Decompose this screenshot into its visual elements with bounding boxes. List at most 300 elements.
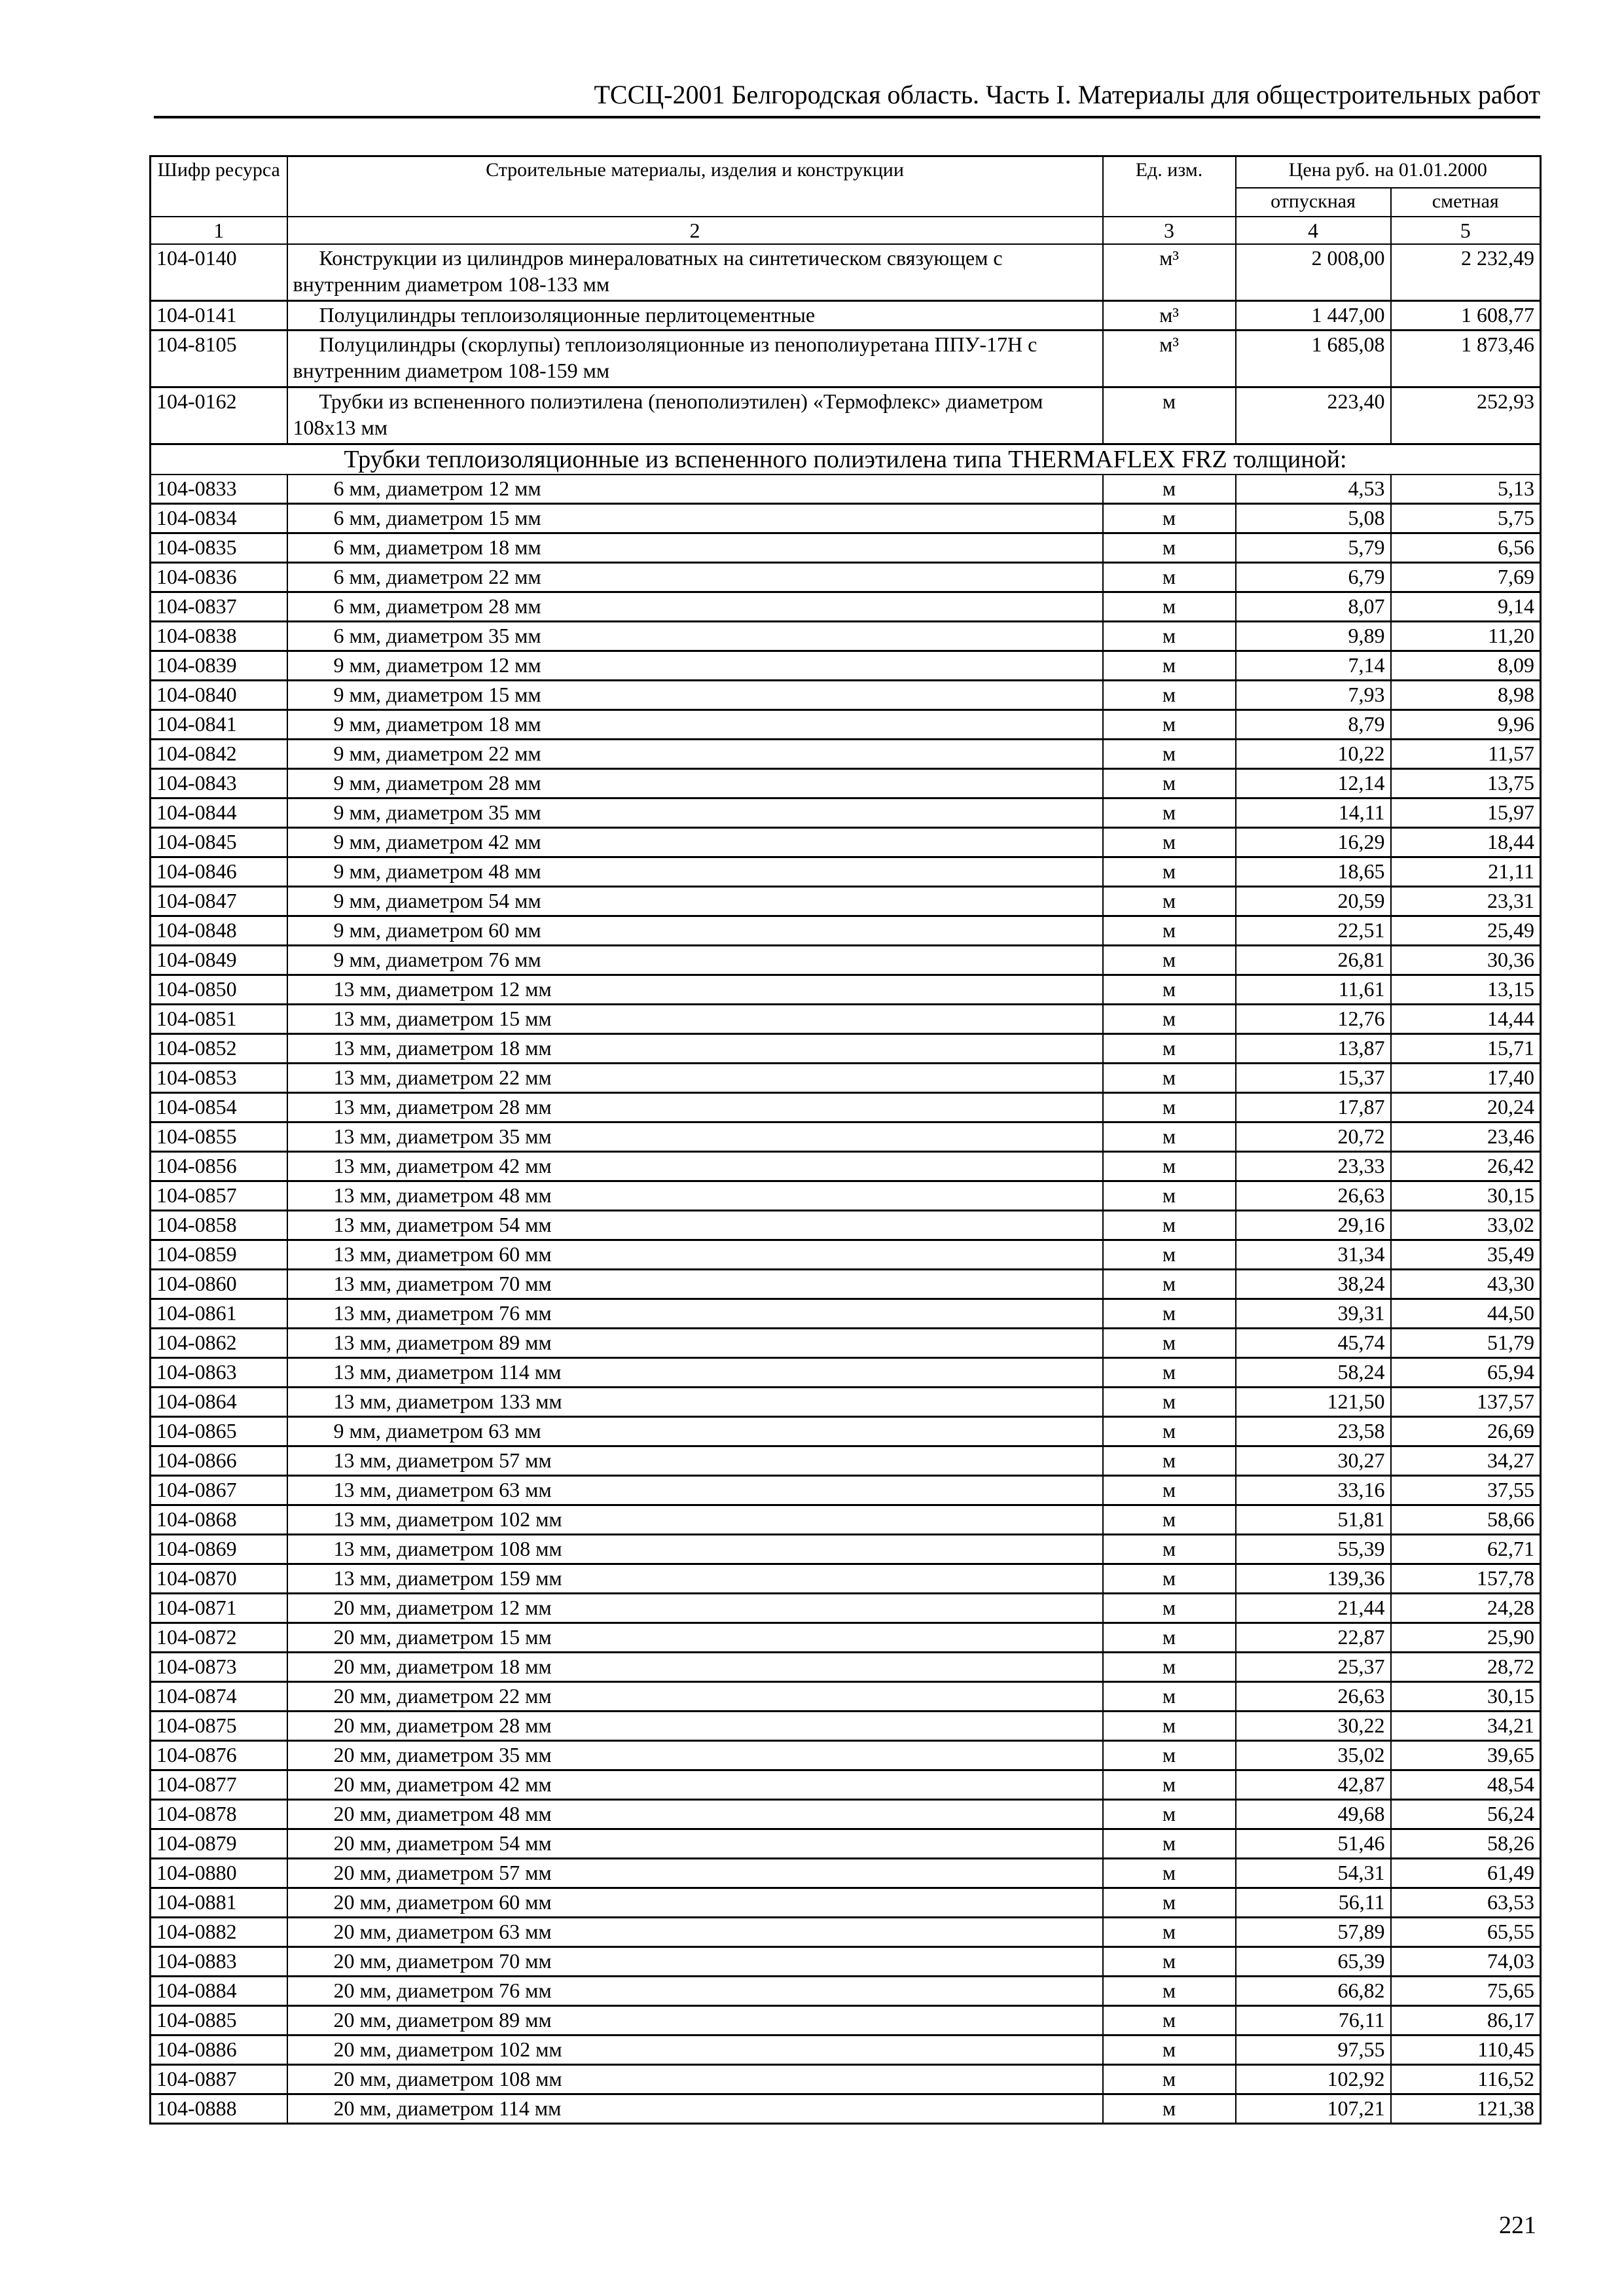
table-row (151, 1181, 1541, 1211)
estimate-price: 24,28 (1391, 1594, 1541, 1623)
resource-code: 104-0864 (151, 1388, 287, 1417)
material-name: Конструкции из цилиндров минераловатных на синтетическом связующем с внутренним диаметром 108-133 мм (287, 244, 1103, 301)
table-row (151, 1564, 1541, 1594)
table-row (151, 1211, 1541, 1240)
unit: м (1103, 1064, 1236, 1093)
estimate-price: 74,03 (1391, 1947, 1541, 1977)
material-name: 20 мм, диаметром 102 мм (287, 2036, 1103, 2065)
price-table (149, 155, 1542, 2125)
resource-code: 104-8105 (151, 331, 287, 387)
material-name: 20 мм, диаметром 35 мм (287, 1741, 1103, 1770)
column-header-release-price: отпускная (1236, 188, 1391, 217)
material-name: 13 мм, диаметром 76 мм (287, 1299, 1103, 1329)
release-price: 58,24 (1236, 1358, 1391, 1388)
estimate-price: 252,93 (1391, 387, 1541, 444)
resource-code: 104-0140 (151, 244, 287, 301)
release-price: 1 685,08 (1236, 331, 1391, 387)
table-row (151, 2094, 1541, 2124)
estimate-price: 15,71 (1391, 1034, 1541, 1064)
resource-code: 104-0838 (151, 622, 287, 651)
unit: м (1103, 2006, 1236, 2036)
resource-code: 104-0868 (151, 1505, 287, 1535)
material-name: 20 мм, диаметром 48 мм (287, 1800, 1103, 1829)
unit: м (1103, 1682, 1236, 1712)
resource-code: 104-0879 (151, 1829, 287, 1859)
table-row (151, 1800, 1541, 1829)
estimate-price: 34,21 (1391, 1712, 1541, 1741)
release-price: 12,76 (1236, 1005, 1391, 1034)
table-row (151, 651, 1541, 681)
estimate-price: 25,90 (1391, 1623, 1541, 1653)
release-price: 5,08 (1236, 504, 1391, 533)
material-name: 13 мм, диаметром 22 мм (287, 1064, 1103, 1093)
estimate-price: 121,38 (1391, 2094, 1541, 2124)
resource-code: 104-0834 (151, 504, 287, 533)
material-name: 9 мм, диаметром 60 мм (287, 916, 1103, 946)
estimate-price: 7,69 (1391, 563, 1541, 592)
material-name: 13 мм, диаметром 54 мм (287, 1211, 1103, 1240)
unit: м (1103, 563, 1236, 592)
unit: м (1103, 1240, 1236, 1270)
table-row (151, 681, 1541, 710)
material-name: 13 мм, диаметром 57 мм (287, 1446, 1103, 1476)
release-price: 8,07 (1236, 592, 1391, 622)
section-title-row (151, 444, 1541, 475)
release-price: 31,34 (1236, 1240, 1391, 1270)
table-row (151, 2036, 1541, 2065)
table-row (151, 828, 1541, 857)
estimate-price: 23,31 (1391, 887, 1541, 916)
estimate-price: 35,49 (1391, 1240, 1541, 1270)
resource-code: 104-0851 (151, 1005, 287, 1034)
estimate-price: 21,11 (1391, 857, 1541, 887)
resource-code: 104-0865 (151, 1417, 287, 1446)
release-price: 30,22 (1236, 1712, 1391, 1741)
table-row (151, 1476, 1541, 1505)
material-name: 9 мм, диаметром 28 мм (287, 769, 1103, 798)
release-price: 26,63 (1236, 1682, 1391, 1712)
material-name: 9 мм, диаметром 76 мм (287, 946, 1103, 975)
unit: м (1103, 1535, 1236, 1564)
resource-code: 104-0844 (151, 798, 287, 828)
table-row (151, 1417, 1541, 1446)
estimate-price: 6,56 (1391, 533, 1541, 563)
resource-code: 104-0854 (151, 1093, 287, 1122)
unit: м (1103, 387, 1236, 444)
release-price: 57,89 (1236, 1918, 1391, 1947)
table-row (151, 1329, 1541, 1358)
estimate-price: 58,26 (1391, 1829, 1541, 1859)
table-row (151, 1859, 1541, 1888)
material-name: 20 мм, диаметром 108 мм (287, 2065, 1103, 2094)
material-name: 13 мм, диаметром 18 мм (287, 1034, 1103, 1064)
release-price: 29,16 (1236, 1211, 1391, 1240)
estimate-price: 20,24 (1391, 1093, 1541, 1122)
resource-code: 104-0878 (151, 1800, 287, 1829)
estimate-price: 86,17 (1391, 2006, 1541, 2036)
table-row (151, 301, 1541, 331)
release-price: 54,31 (1236, 1859, 1391, 1888)
unit: м (1103, 681, 1236, 710)
estimate-price: 9,96 (1391, 710, 1541, 740)
material-name: 9 мм, диаметром 42 мм (287, 828, 1103, 857)
resource-code: 104-0856 (151, 1152, 287, 1181)
table-row (151, 533, 1541, 563)
material-name: Полуцилиндры (скорлупы) теплоизоляционные из пенополиуретана ППУ-17Н с внутренним диаметром 108-159 мм (287, 331, 1103, 387)
resource-code: 104-0886 (151, 2036, 287, 2065)
release-price: 20,72 (1236, 1122, 1391, 1152)
material-name: 9 мм, диаметром 22 мм (287, 740, 1103, 769)
unit: м (1103, 1034, 1236, 1064)
unit: м (1103, 1476, 1236, 1505)
material-name: 20 мм, диаметром 70 мм (287, 1947, 1103, 1977)
resource-code: 104-0850 (151, 975, 287, 1005)
estimate-price: 25,49 (1391, 916, 1541, 946)
unit: м (1103, 1653, 1236, 1682)
table-row (151, 1152, 1541, 1181)
table-row (151, 1388, 1541, 1417)
material-name: 20 мм, диаметром 42 мм (287, 1770, 1103, 1800)
unit: м (1103, 1859, 1236, 1888)
unit: м (1103, 1417, 1236, 1446)
resource-code: 104-0881 (151, 1888, 287, 1918)
estimate-price: 44,50 (1391, 1299, 1541, 1329)
material-name: 9 мм, диаметром 12 мм (287, 651, 1103, 681)
release-price: 15,37 (1236, 1064, 1391, 1093)
table-row (151, 244, 1541, 301)
table-row (151, 1712, 1541, 1741)
resource-code: 104-0849 (151, 946, 287, 975)
unit: м (1103, 1358, 1236, 1388)
material-name: 20 мм, диаметром 22 мм (287, 1682, 1103, 1712)
release-price: 7,93 (1236, 681, 1391, 710)
resource-code: 104-0876 (151, 1741, 287, 1770)
table-row (151, 1653, 1541, 1682)
release-price: 23,33 (1236, 1152, 1391, 1181)
table-row (151, 475, 1541, 504)
column-number: 3 (1103, 217, 1236, 244)
release-price: 12,14 (1236, 769, 1391, 798)
header-rule (154, 116, 1540, 118)
unit: м (1103, 1623, 1236, 1653)
material-name: 20 мм, диаметром 76 мм (287, 1977, 1103, 2006)
table-row (151, 563, 1541, 592)
material-name: 13 мм, диаметром 12 мм (287, 975, 1103, 1005)
table-row (151, 1446, 1541, 1476)
resource-code: 104-0880 (151, 1859, 287, 1888)
unit: м (1103, 769, 1236, 798)
unit: м (1103, 1093, 1236, 1122)
estimate-price: 62,71 (1391, 1535, 1541, 1564)
release-price: 1 447,00 (1236, 301, 1391, 331)
unit: м (1103, 1564, 1236, 1594)
release-price: 39,31 (1236, 1299, 1391, 1329)
resource-code: 104-0162 (151, 387, 287, 444)
release-price: 56,11 (1236, 1888, 1391, 1918)
resource-code: 104-0852 (151, 1034, 287, 1064)
table-row (151, 946, 1541, 975)
table-row (151, 769, 1541, 798)
release-price: 51,46 (1236, 1829, 1391, 1859)
unit: м (1103, 1388, 1236, 1417)
table-row (151, 331, 1541, 387)
estimate-price: 56,24 (1391, 1800, 1541, 1829)
estimate-price: 11,57 (1391, 740, 1541, 769)
estimate-price: 23,46 (1391, 1122, 1541, 1152)
material-name: 6 мм, диаметром 35 мм (287, 622, 1103, 651)
table-row (151, 710, 1541, 740)
column-number: 5 (1391, 217, 1541, 244)
estimate-price: 8,09 (1391, 651, 1541, 681)
estimate-price: 110,45 (1391, 2036, 1541, 2065)
material-name: 20 мм, диаметром 28 мм (287, 1712, 1103, 1741)
release-price: 102,92 (1236, 2065, 1391, 2094)
estimate-price: 43,30 (1391, 1270, 1541, 1299)
resource-code: 104-0841 (151, 710, 287, 740)
release-price: 16,29 (1236, 828, 1391, 857)
table-row (151, 592, 1541, 622)
resource-code: 104-0853 (151, 1064, 287, 1093)
unit: м (1103, 2094, 1236, 2124)
material-name: 13 мм, диаметром 63 мм (287, 1476, 1103, 1505)
release-price: 45,74 (1236, 1329, 1391, 1358)
release-price: 38,24 (1236, 1270, 1391, 1299)
estimate-price: 33,02 (1391, 1211, 1541, 1240)
resource-code: 104-0859 (151, 1240, 287, 1270)
material-name: 13 мм, диаметром 108 мм (287, 1535, 1103, 1564)
unit: м (1103, 1181, 1236, 1211)
release-price: 49,68 (1236, 1800, 1391, 1829)
release-price: 20,59 (1236, 887, 1391, 916)
estimate-price: 30,15 (1391, 1181, 1541, 1211)
resource-code: 104-0884 (151, 1977, 287, 2006)
material-name: 13 мм, диаметром 15 мм (287, 1005, 1103, 1034)
unit: м (1103, 2065, 1236, 2094)
unit: м (1103, 1329, 1236, 1358)
material-name: 20 мм, диаметром 60 мм (287, 1888, 1103, 1918)
material-name: 13 мм, диаметром 48 мм (287, 1181, 1103, 1211)
table-row (151, 1888, 1541, 1918)
release-price: 33,16 (1236, 1476, 1391, 1505)
unit: м (1103, 946, 1236, 975)
resource-code: 104-0837 (151, 592, 287, 622)
unit: м³ (1103, 244, 1236, 301)
estimate-price: 1 873,46 (1391, 331, 1541, 387)
table-row (151, 916, 1541, 946)
material-name: 13 мм, диаметром 60 мм (287, 1240, 1103, 1270)
estimate-price: 5,13 (1391, 475, 1541, 504)
unit: м (1103, 857, 1236, 887)
resource-code: 104-0866 (151, 1446, 287, 1476)
resource-code: 104-0836 (151, 563, 287, 592)
material-name: 20 мм, диаметром 63 мм (287, 1918, 1103, 1947)
release-price: 22,51 (1236, 916, 1391, 946)
material-name: 13 мм, диаметром 28 мм (287, 1093, 1103, 1122)
unit: м (1103, 1918, 1236, 1947)
release-price: 7,14 (1236, 651, 1391, 681)
table-row (151, 1977, 1541, 2006)
unit: м (1103, 1446, 1236, 1476)
estimate-price: 157,78 (1391, 1564, 1541, 1594)
estimate-price: 61,49 (1391, 1859, 1541, 1888)
table-row (151, 1122, 1541, 1152)
material-name: 13 мм, диаметром 133 мм (287, 1388, 1103, 1417)
column-number-row (151, 217, 1541, 244)
column-number: 1 (151, 217, 287, 244)
table-row (151, 1594, 1541, 1623)
estimate-price: 34,27 (1391, 1446, 1541, 1476)
material-name: 6 мм, диаметром 18 мм (287, 533, 1103, 563)
material-name: 20 мм, диаметром 114 мм (287, 2094, 1103, 2124)
unit: м (1103, 916, 1236, 946)
table-row (151, 504, 1541, 533)
unit: м (1103, 1977, 1236, 2006)
resource-code: 104-0848 (151, 916, 287, 946)
material-name: 9 мм, диаметром 48 мм (287, 857, 1103, 887)
unit: м (1103, 1800, 1236, 1829)
estimate-price: 2 232,49 (1391, 244, 1541, 301)
table-row (151, 1034, 1541, 1064)
release-price: 22,87 (1236, 1623, 1391, 1653)
estimate-price: 65,55 (1391, 1918, 1541, 1947)
unit: м (1103, 1770, 1236, 1800)
estimate-price: 5,75 (1391, 504, 1541, 533)
unit: м (1103, 740, 1236, 769)
release-price: 14,11 (1236, 798, 1391, 828)
unit: м (1103, 1888, 1236, 1918)
table-row (151, 1623, 1541, 1653)
resource-code: 104-0869 (151, 1535, 287, 1564)
unit: м (1103, 622, 1236, 651)
table-row (151, 1741, 1541, 1770)
material-name: 9 мм, диаметром 18 мм (287, 710, 1103, 740)
material-name: 13 мм, диаметром 35 мм (287, 1122, 1103, 1152)
material-name: 20 мм, диаметром 89 мм (287, 2006, 1103, 2036)
resource-code: 104-0883 (151, 1947, 287, 1977)
resource-code: 104-0857 (151, 1181, 287, 1211)
material-name: 6 мм, диаметром 28 мм (287, 592, 1103, 622)
material-name: 9 мм, диаметром 15 мм (287, 681, 1103, 710)
estimate-price: 26,69 (1391, 1417, 1541, 1446)
estimate-price: 65,94 (1391, 1358, 1541, 1388)
material-name: 13 мм, диаметром 89 мм (287, 1329, 1103, 1358)
release-price: 5,79 (1236, 533, 1391, 563)
unit: м (1103, 1299, 1236, 1329)
estimate-price: 13,15 (1391, 975, 1541, 1005)
unit: м (1103, 1829, 1236, 1859)
resource-code: 104-0845 (151, 828, 287, 857)
resource-code: 104-0874 (151, 1682, 287, 1712)
unit: м (1103, 2036, 1236, 2065)
material-name: 20 мм, диаметром 57 мм (287, 1859, 1103, 1888)
resource-code: 104-0887 (151, 2065, 287, 2094)
release-price: 23,58 (1236, 1417, 1391, 1446)
material-name: 9 мм, диаметром 54 мм (287, 887, 1103, 916)
material-name: 20 мм, диаметром 54 мм (287, 1829, 1103, 1859)
release-price: 97,55 (1236, 2036, 1391, 2065)
resource-code: 104-0875 (151, 1712, 287, 1741)
release-price: 9,89 (1236, 622, 1391, 651)
estimate-price: 8,98 (1391, 681, 1541, 710)
table-row (151, 1947, 1541, 1977)
resource-code: 104-0840 (151, 681, 287, 710)
column-number: 4 (1236, 217, 1391, 244)
material-name: 13 мм, диаметром 42 мм (287, 1152, 1103, 1181)
release-price: 55,39 (1236, 1535, 1391, 1564)
release-price: 18,65 (1236, 857, 1391, 887)
table-row (151, 1005, 1541, 1034)
estimate-price: 28,72 (1391, 1653, 1541, 1682)
material-name: 13 мм, диаметром 159 мм (287, 1564, 1103, 1594)
estimate-price: 30,36 (1391, 946, 1541, 975)
table-row (151, 1270, 1541, 1299)
release-price: 65,39 (1236, 1947, 1391, 1977)
table-row (151, 1829, 1541, 1859)
release-price: 25,37 (1236, 1653, 1391, 1682)
release-price: 107,21 (1236, 2094, 1391, 2124)
release-price: 223,40 (1236, 387, 1391, 444)
unit: м (1103, 475, 1236, 504)
release-price: 51,81 (1236, 1505, 1391, 1535)
resource-code: 104-0888 (151, 2094, 287, 2124)
estimate-price: 30,15 (1391, 1682, 1541, 1712)
unit: м (1103, 504, 1236, 533)
release-price: 26,63 (1236, 1181, 1391, 1211)
table-row (151, 1505, 1541, 1535)
table-row (151, 1918, 1541, 1947)
resource-code: 104-0871 (151, 1594, 287, 1623)
material-name: 6 мм, диаметром 15 мм (287, 504, 1103, 533)
resource-code: 104-0842 (151, 740, 287, 769)
material-name: 20 мм, диаметром 18 мм (287, 1653, 1103, 1682)
column-number: 2 (287, 217, 1103, 244)
release-price: 66,82 (1236, 1977, 1391, 2006)
release-price: 11,61 (1236, 975, 1391, 1005)
resource-code: 104-0873 (151, 1653, 287, 1682)
release-price: 42,87 (1236, 1770, 1391, 1800)
table-row (151, 387, 1541, 444)
unit: м (1103, 828, 1236, 857)
table-row (151, 1240, 1541, 1270)
unit: м (1103, 1712, 1236, 1741)
release-price: 76,11 (1236, 2006, 1391, 2036)
material-name: 6 мм, диаметром 12 мм (287, 475, 1103, 504)
estimate-price: 18,44 (1391, 828, 1541, 857)
section-title: Трубки теплоизоляционные из вспененного полиэтилена типа THERMAFLEX FRZ толщиной: (151, 444, 1541, 475)
resource-code: 104-0835 (151, 533, 287, 563)
unit: м (1103, 710, 1236, 740)
estimate-price: 15,97 (1391, 798, 1541, 828)
resource-code: 104-0833 (151, 475, 287, 504)
table-row (151, 622, 1541, 651)
resource-code: 104-0877 (151, 1770, 287, 1800)
resource-code: 104-0860 (151, 1270, 287, 1299)
resource-code: 104-0870 (151, 1564, 287, 1594)
table-body (151, 217, 1541, 2124)
estimate-price: 1 608,77 (1391, 301, 1541, 331)
release-price: 121,50 (1236, 1388, 1391, 1417)
resource-code: 104-0847 (151, 887, 287, 916)
resource-code: 104-0882 (151, 1918, 287, 1947)
material-name: 13 мм, диаметром 114 мм (287, 1358, 1103, 1388)
unit: м (1103, 1122, 1236, 1152)
material-name: Трубки из вспененного полиэтилена (пенополиэтилен) «Термофлекс» диаметром 108x13 мм (287, 387, 1103, 444)
unit: м (1103, 1270, 1236, 1299)
unit: м³ (1103, 301, 1236, 331)
estimate-price: 39,65 (1391, 1741, 1541, 1770)
estimate-price: 37,55 (1391, 1476, 1541, 1505)
estimate-price: 26,42 (1391, 1152, 1541, 1181)
